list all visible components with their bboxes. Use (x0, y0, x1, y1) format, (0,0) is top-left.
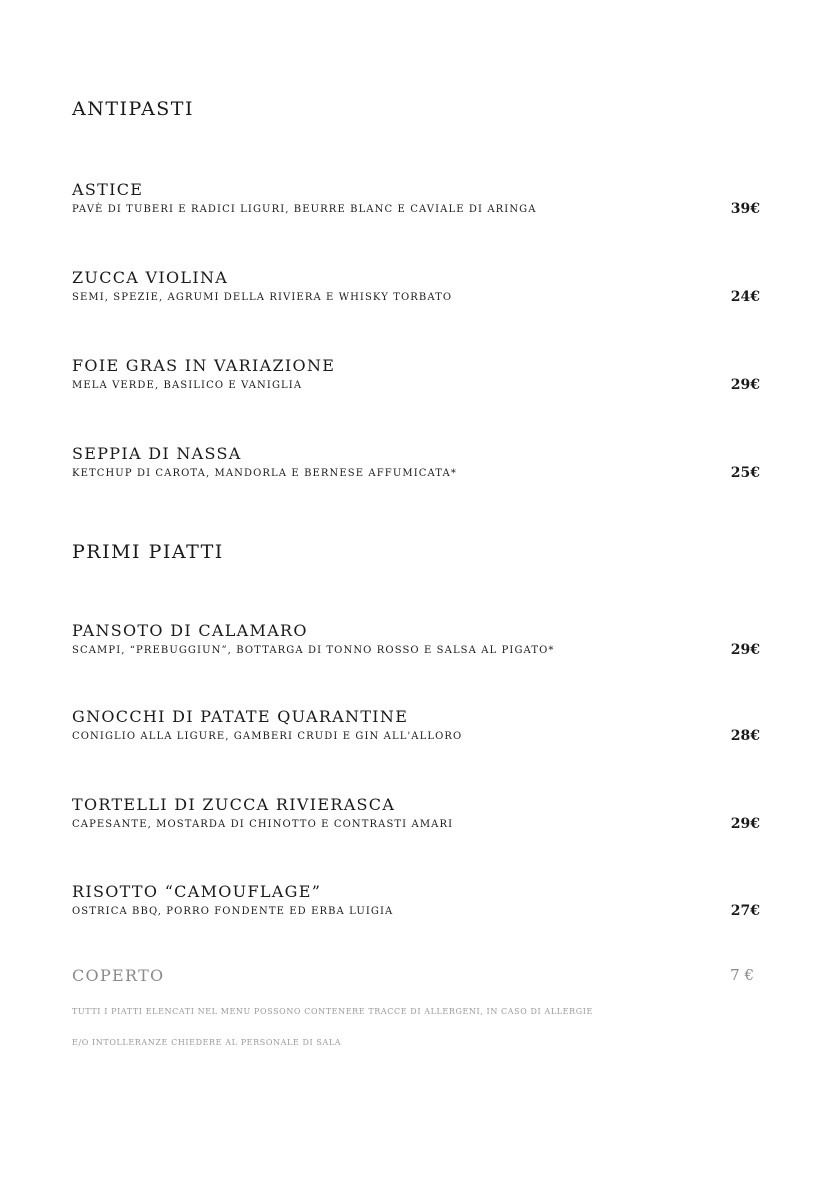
dish-description: MELA VERDE, BASILICO E VANIGLIA (72, 380, 303, 391)
menu-item (72, 180, 762, 240)
menu-item (72, 707, 762, 767)
dish-name: PANSOTO DI CALAMARO (72, 621, 308, 640)
dish-description: SCAMPI, “PREBUGGIUN”, BOTTARGA DI TONNO ROSSO E SALSA AL PIGATO* (72, 645, 555, 656)
dish-name: ZUCCA VIOLINA (72, 268, 229, 287)
cover-charge (72, 966, 762, 985)
menu-item (72, 444, 762, 504)
dish-price: 25€ (730, 465, 760, 481)
menu-item (72, 356, 762, 416)
menu-item (72, 621, 762, 681)
dish-price: 39€ (730, 201, 760, 217)
dish-name: ASTICE (72, 180, 144, 199)
dish-price: 29€ (730, 642, 760, 658)
allergen-note: TUTTI I PIATTI ELENCATI NEL MENU POSSONO CONTENERE TRACCE DI ALLERGENI, IN CASO DI ALLERGIE (72, 1007, 593, 1016)
dish-name: RISOTTO “CAMOUFLAGE” (72, 882, 322, 901)
dish-name: TORTELLI DI ZUCCA RIVIERASCA (72, 795, 396, 814)
dish-price: 29€ (730, 377, 760, 393)
dish-name: GNOCCHI DI PATATE QUARANTINE (72, 707, 409, 726)
allergen-note: E/O INTOLLERANZE CHIEDERE AL PERSONALE DI SALA (72, 1038, 342, 1047)
cover-label: COPERTO (72, 966, 165, 985)
dish-description: PAVÈ DI TUBERI E RADICI LIGURI, BEURRE BLANC E CAVIALE DI ARINGA (72, 204, 537, 215)
section-title-primi: PRIMI PIATTI (72, 541, 224, 563)
dish-price: 28€ (730, 728, 760, 744)
dish-price: 27€ (730, 903, 760, 919)
menu-item (72, 795, 762, 855)
menu-item (72, 882, 762, 942)
section-title-antipasti: ANTIPASTI (72, 98, 194, 120)
dish-price: 29€ (730, 816, 760, 832)
dish-description: CAPESANTE, MOSTARDA DI CHINOTTO E CONTRASTI AMARI (72, 819, 454, 830)
dish-description: CONIGLIO ALLA LIGURE, GAMBERI CRUDI E GIN ALL'ALLORO (72, 731, 463, 742)
dish-description: KETCHUP DI CAROTA, MANDORLA E BERNESE AFFUMICATA* (72, 468, 457, 479)
menu-item (72, 268, 762, 328)
dish-price: 24€ (730, 289, 760, 305)
dish-description: SEMI, SPEZIE, AGRUMI DELLA RIVIERA E WHISKY TORBATO (72, 292, 453, 303)
dish-name: FOIE GRAS IN VARIAZIONE (72, 356, 336, 375)
cover-price: 7 € (730, 966, 754, 984)
dish-description: OSTRICA BBQ, PORRO FONDENTE ED ERBA LUIGIA (72, 906, 394, 917)
dish-name: SEPPIA DI NASSA (72, 444, 242, 463)
